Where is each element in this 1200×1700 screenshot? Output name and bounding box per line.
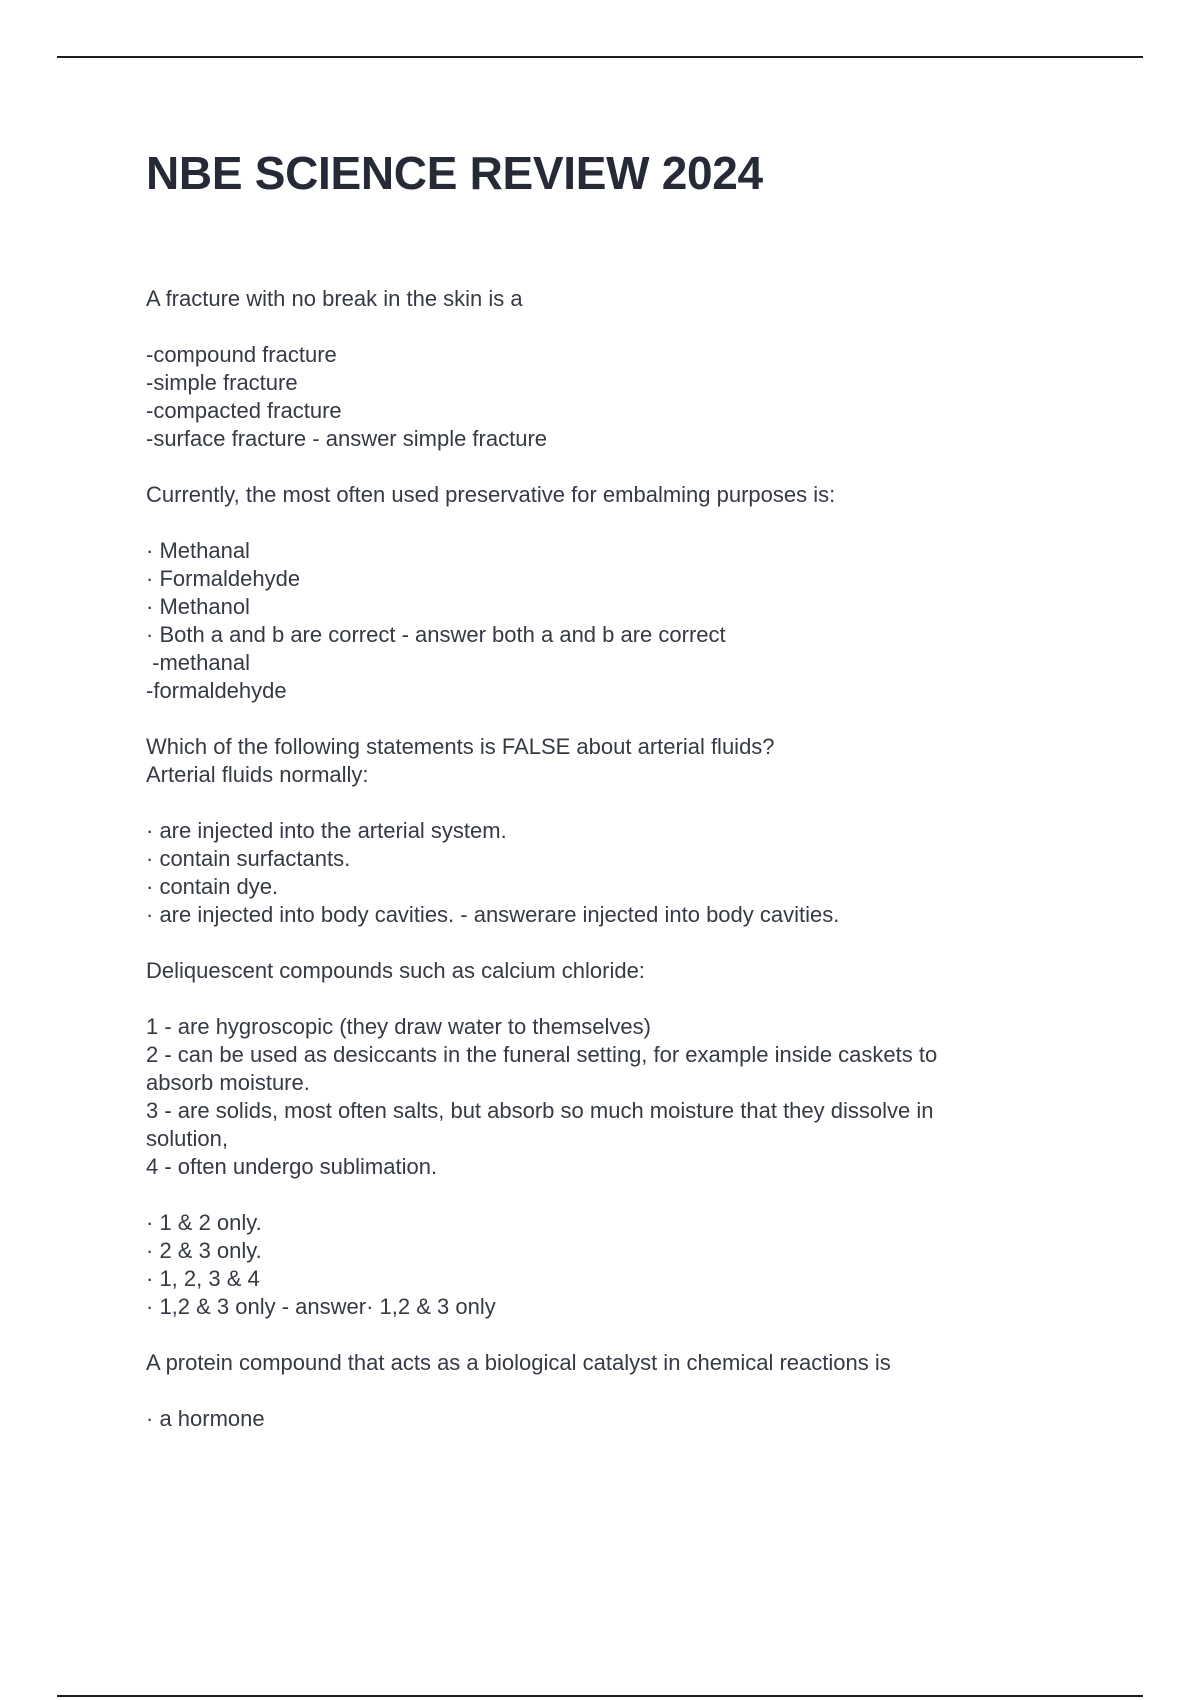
question-prompt: A protein compound that acts as a biological catalyst in chemical reactions is xyxy=(146,1350,891,1375)
question-prompt: A fracture with no break in the skin is a xyxy=(146,286,523,311)
answer-option: · Formaldehyde xyxy=(146,566,301,591)
answer-option: · contain surfactants. xyxy=(146,846,351,871)
answer-option: -simple fracture xyxy=(146,370,298,395)
answer-option: · 2 & 3 only. xyxy=(146,1238,262,1263)
question-prompt: Which of the following statements is FALSE about arterial fluids? xyxy=(146,734,775,759)
answer-option: -compound fracture xyxy=(146,342,337,367)
answer-option: · Both a and b are correct - answer both a and b are correct xyxy=(146,622,726,647)
question-prompt: Currently, the most often used preservative for embalming purposes is: xyxy=(146,482,836,507)
answer-option: · 1, 2, 3 & 4 xyxy=(146,1266,260,1291)
question-block xyxy=(146,733,1046,929)
top-rule xyxy=(57,56,1143,58)
question-block xyxy=(146,1349,1046,1433)
bottom-rule xyxy=(57,1695,1143,1697)
statement-line: absorb moisture. xyxy=(146,1070,310,1095)
answer-option: · contain dye. xyxy=(146,874,279,899)
answer-option: · Methanol xyxy=(146,594,250,619)
answer-option: · Methanal xyxy=(146,538,250,563)
question-block xyxy=(146,957,1046,1321)
answer-option: · a hormone xyxy=(146,1406,265,1431)
answer-option: · 1 & 2 only. xyxy=(146,1210,262,1235)
answer-option: · are injected into the arterial system. xyxy=(146,818,507,843)
statement-line: 1 - are hygroscopic (they draw water to themselves) xyxy=(146,1014,651,1039)
question-block xyxy=(146,285,1046,453)
answer-option: · are injected into body cavities. - answerare injected into body cavities. xyxy=(146,902,840,927)
statement-line: 2 - can be used as desiccants in the funeral setting, for example inside caskets to xyxy=(146,1042,938,1067)
statement-line: solution, xyxy=(146,1126,228,1151)
answer-option: -compacted fracture xyxy=(146,398,342,423)
statement-line: 3 - are solids, most often salts, but absorb so much moisture that they dissolve in xyxy=(146,1098,934,1123)
answer-option: -methanal xyxy=(146,650,250,675)
document-title: NBE SCIENCE REVIEW 2024 xyxy=(146,147,763,199)
answer-option: -formaldehyde xyxy=(146,678,287,703)
statement-line: 4 - often undergo sublimation. xyxy=(146,1154,438,1179)
question-prompt: Deliquescent compounds such as calcium chloride: xyxy=(146,958,645,983)
document-body xyxy=(146,285,1046,1433)
answer-option: · 1,2 & 3 only - answer· 1,2 & 3 only xyxy=(146,1294,496,1319)
answer-option: -surface fracture - answer simple fracture xyxy=(146,426,548,451)
question-block xyxy=(146,481,1046,705)
question-prompt: Arterial fluids normally: xyxy=(146,762,369,787)
